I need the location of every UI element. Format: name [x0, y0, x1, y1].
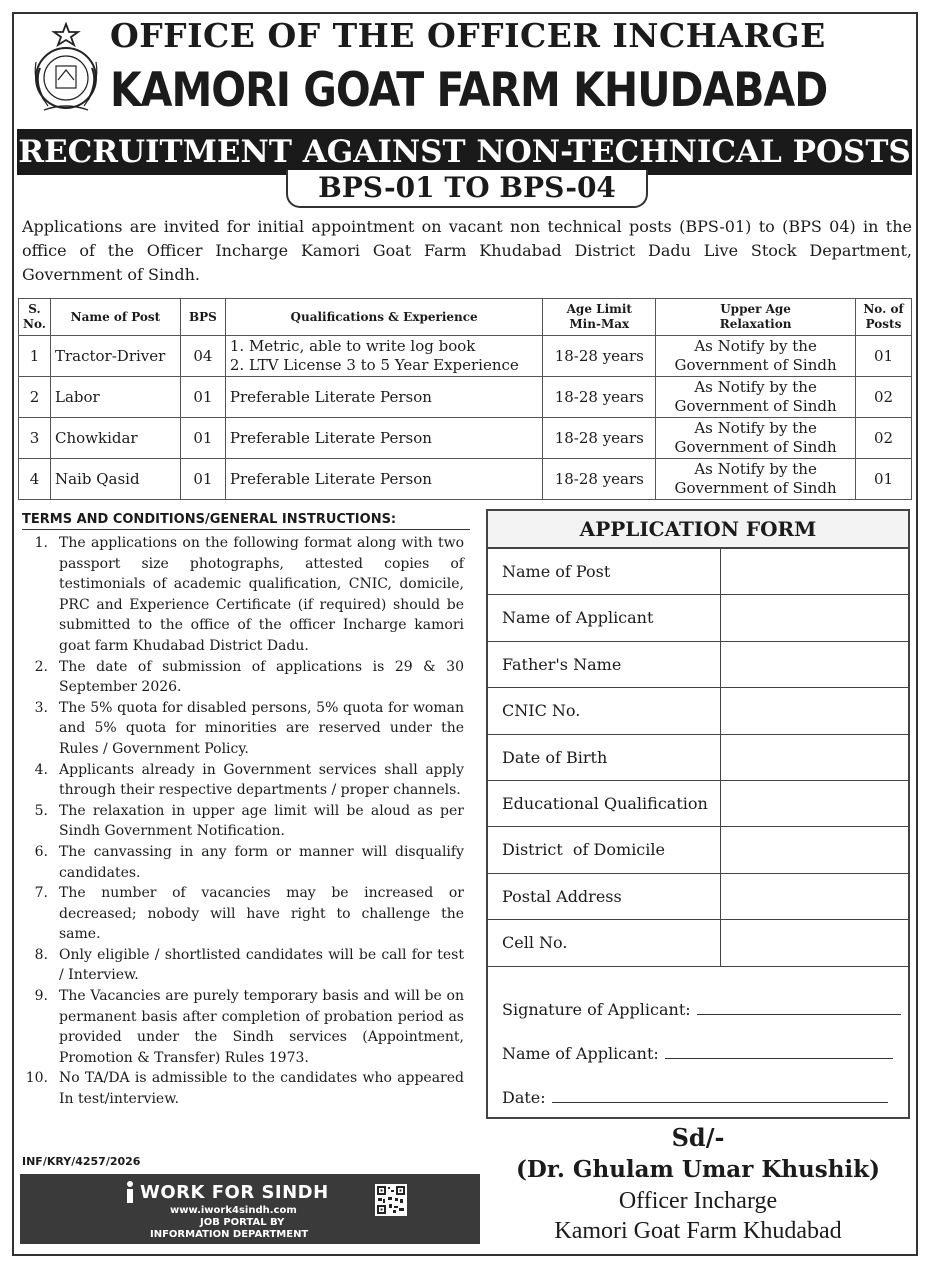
form-row-cnic: CNIC No.	[488, 688, 908, 734]
form-row-postal-address: Postal Address	[488, 874, 908, 920]
col-qualifications: Qualifications & Experience	[225, 299, 543, 336]
qr-code-icon	[375, 1184, 407, 1216]
form-row-date-of-birth: Date of Birth	[488, 735, 908, 781]
table-row: 2 Labor 01 Preferable Literate Person 18-28 years As Notify by the Government of Sindh 02	[19, 377, 912, 418]
portal-url: www.iwork4sindh.com	[170, 1205, 297, 1216]
portal-subtitle: JOB PORTAL BY	[200, 1217, 285, 1228]
reference-number: INF/KRY/4257/2026	[22, 1155, 141, 1168]
sindh-government-emblem-icon	[26, 22, 106, 114]
education-field[interactable]	[721, 781, 908, 826]
form-row-cell-no: Cell No.	[488, 920, 908, 966]
terms-heading: TERMS AND CONDITIONS/GENERAL INSTRUCTIONS:	[22, 512, 470, 530]
applicant-name-field[interactable]	[665, 1057, 893, 1059]
form-row-name-of-applicant: Name of Applicant	[488, 595, 908, 641]
list-item: 6. The canvassing in any form or manner will disqualify candidates.	[34, 843, 464, 881]
form-row-domicile: District of Domicile	[488, 827, 908, 873]
signatory-office: Kamori Goat Farm Khudabad	[554, 1218, 842, 1244]
application-form-title: APPLICATION FORM	[488, 511, 908, 549]
list-item: 10. No TA/DA is admissible to the candidates who appeared In test/interview.	[25, 1070, 464, 1108]
bps-range-tab: BPS-01 TO BPS-04	[286, 170, 648, 208]
signature-mark: Sd/-	[671, 1123, 725, 1152]
date-of-birth-field[interactable]	[721, 735, 908, 780]
name-of-post-field[interactable]	[721, 549, 908, 594]
cnic-field[interactable]	[721, 688, 908, 733]
table-row: 4 Naib Qasid 01 Preferable Literate Person 18-28 years As Notify by the Government of Sindh 01	[19, 459, 912, 500]
date-field[interactable]	[552, 1101, 888, 1103]
col-sno: S. No.	[19, 299, 51, 336]
list-item: 8. Only eligible / shortlisted candidates will be call for test / Interview.	[34, 946, 464, 984]
intro-paragraph: Applications are invited for initial appointment on vacant non technical posts (BPS-01) to (BPS 04) in the office of the Officer Incharge Kamori Goat Farm Khudabad District Dadu Live Stock Department, Government of Sindh.	[22, 217, 912, 284]
col-no-of-posts: No. of Posts	[855, 299, 911, 336]
farm-heading: KAMORI GOAT FARM KHUDABAD	[110, 62, 828, 118]
col-name-of-post: Name of Post	[50, 299, 180, 336]
col-age-limit: Age Limit Min-Max	[543, 299, 656, 336]
portal-department: INFORMATION DEPARTMENT	[150, 1229, 309, 1240]
postal-address-field[interactable]	[721, 874, 908, 919]
col-bps: BPS	[180, 299, 225, 336]
list-item: 9. The Vacancies are purely temporary basis and will be on permanent basis after completion of probation period as provided under the Sindh services (Appointment, Promotion & Transfer) Rules 1973.	[34, 988, 464, 1066]
cell-no-field[interactable]	[721, 920, 908, 965]
name-of-applicant-field[interactable]	[721, 595, 908, 640]
posts-table	[18, 298, 912, 500]
office-heading: OFFICE OF THE OFFICER INCHARGE	[110, 16, 826, 55]
table-row: 1 Tractor-Driver 04 1. Metric, able to write log book 2. LTV License 3 to 5 Year Experience 18-28 years As Notify by the Government of Sindh 01	[19, 336, 912, 377]
table-header-row	[19, 299, 912, 336]
col-age-relaxation: Upper Age Relaxation	[656, 299, 856, 336]
form-row-name-of-post: Name of Post	[488, 549, 908, 595]
form-row-education: Educational Qualification	[488, 781, 908, 827]
signature-line: Signature of Applicant:	[502, 1000, 901, 1019]
list-item: 1. The applications on the following format along with two passport size photographs, attested copies of testimonials of academic qualification, CNIC, domicile, PRC and Experience Certificate (if required) should be submitted to the office of the officer Incharge kamori goat farm Khudabad District Dadu.	[34, 535, 464, 654]
list-item: 5. The relaxation in upper age limit will be aloud as per Sindh Government Notification.	[34, 802, 464, 840]
terms-list	[22, 533, 464, 1110]
fathers-name-field[interactable]	[721, 642, 908, 687]
applicant-name-line: Name of Applicant:	[502, 1044, 893, 1063]
signature-field[interactable]	[697, 1013, 901, 1015]
person-icon	[123, 1180, 137, 1204]
recruitment-banner: RECRUITMENT AGAINST NON-TECHNICAL POSTS	[17, 129, 912, 175]
date-line: Date:	[502, 1088, 888, 1107]
job-portal-banner	[20, 1174, 480, 1244]
table-row: 3 Chowkidar 01 Preferable Literate Person 18-28 years As Notify by the Government of Sindh 02	[19, 418, 912, 459]
application-form	[486, 509, 910, 1119]
list-item: 4. Applicants already in Government services shall apply through their respective departments / proper channels.	[34, 761, 464, 799]
portal-brand: WORK FOR SINDH	[140, 1182, 329, 1203]
list-item: 3. The 5% quota for disabled persons, 5% quota for woman and 5% quota for minorities are reserved under the Rules / Government Policy.	[34, 699, 464, 757]
list-item: 2. The date of submission of applications is 29 & 30 September 2026.	[34, 658, 464, 696]
domicile-field[interactable]	[721, 827, 908, 872]
signatory-designation: Officer Incharge	[618, 1188, 778, 1214]
list-item: 7. The number of vacancies may be increased or decreased; nobody will have right to challenge the same.	[34, 885, 464, 943]
signatory-block	[486, 1122, 910, 1246]
signatory-name: (Dr. Ghulam Umar Khushik)	[515, 1156, 880, 1183]
form-row-fathers-name: Father's Name	[488, 642, 908, 688]
